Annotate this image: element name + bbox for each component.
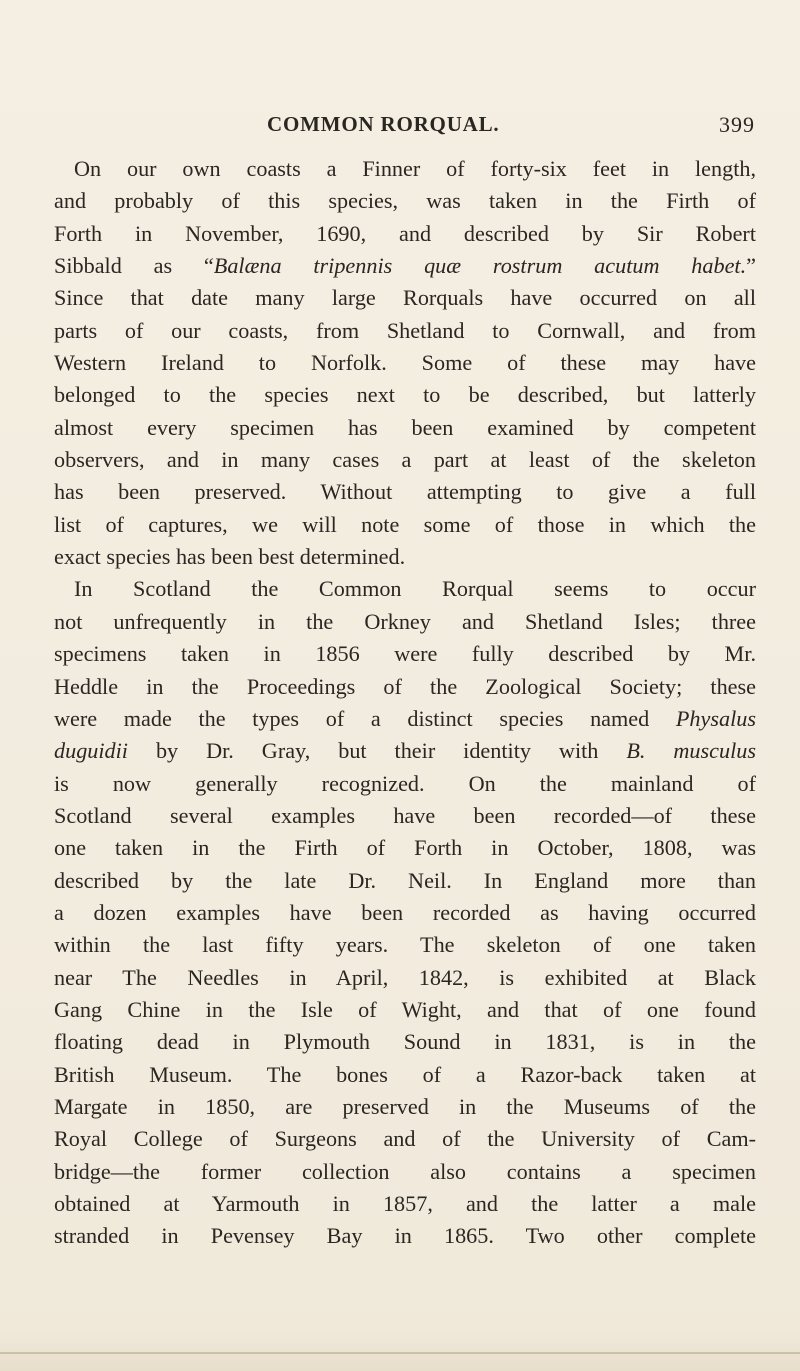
text-line: belonged to the species next to be described, but latterly xyxy=(54,382,756,408)
text-line: Western Ireland to Norfolk. Some of these may have xyxy=(54,350,756,376)
text-line: list of captures, we will note some of those in which the xyxy=(54,511,756,537)
text-line: Sibbald as “Balæna tripennis quæ rostrum acutum habet.” xyxy=(54,253,756,279)
text-line: bridge—the former collection also contains a specimen xyxy=(54,1158,756,1184)
text-line: Since that date many large Rorquals have occurred on all xyxy=(54,285,756,311)
running-title: COMMON RORQUAL. xyxy=(267,112,500,136)
text-line: specimens taken in 1856 were fully described by Mr. xyxy=(54,641,756,667)
text-line: observers, and in many cases a part at least of the skeleton xyxy=(54,447,756,473)
text-line: floating dead in Plymouth Sound in 1831, is in the xyxy=(54,1029,756,1055)
text-line: Gang Chine in the Isle of Wight, and that of one found xyxy=(54,996,756,1022)
text-line: and probably of this species, was taken in the Firth of xyxy=(54,188,756,214)
text-line: British Museum. The bones of a Razor-back taken at xyxy=(54,1061,756,1087)
text-line: On our own coasts a Finner of forty-six feet in length, xyxy=(74,156,756,181)
text-line: duguidii by Dr. Gray, but their identity with B. musculus xyxy=(54,738,756,764)
text-line: Royal College of Surgeons and of the University of Cam- xyxy=(54,1126,756,1152)
text-line: within the last fifty years. The skeleton of one taken xyxy=(54,932,756,958)
text-line: near The Needles in April, 1842, is exhibited at Black xyxy=(54,964,756,990)
text-line: parts of our coasts, from Shetland to Cornwall, and from xyxy=(54,317,756,343)
text-line: Forth in November, 1690, and described by Sir Robert xyxy=(54,220,756,246)
page-edge-line xyxy=(0,1352,800,1354)
text-line: exact species has been best determined. xyxy=(54,544,406,570)
text-line: stranded in Pevensey Bay in 1865. Two other complete xyxy=(54,1223,756,1249)
text-line: has been preserved. Without attempting to give a full xyxy=(54,479,756,505)
page-bottom-shading xyxy=(0,1330,800,1371)
text-line: Heddle in the Proceedings of the Zoological Society; these xyxy=(54,673,756,699)
running-head xyxy=(135,112,755,142)
text-line: In Scotland the Common Rorqual seems to occur xyxy=(74,576,756,602)
text-line: were made the types of a distinct species named Physalus xyxy=(54,705,756,731)
text-line: Margate in 1850, are preserved in the Museums of the xyxy=(54,1093,756,1119)
text-line: a dozen examples have been recorded as having occurred xyxy=(54,899,756,925)
text-line: is now generally recognized. On the mainland of xyxy=(54,770,756,796)
text-line: not unfrequently in the Orkney and Shetland Isles; three xyxy=(54,608,756,634)
page-number: 399 xyxy=(719,112,755,137)
text-line: one taken in the Firth of Forth in October, 1808, was xyxy=(54,835,756,861)
text-line: almost every specimen has been examined by competent xyxy=(54,414,756,440)
text-line: obtained at Yarmouth in 1857, and the latter a male xyxy=(54,1191,756,1216)
body-text xyxy=(54,153,756,1253)
text-line: described by the late Dr. Neil. In England more than xyxy=(54,867,756,893)
text-line: Scotland several examples have been recorded—of these xyxy=(54,802,756,828)
